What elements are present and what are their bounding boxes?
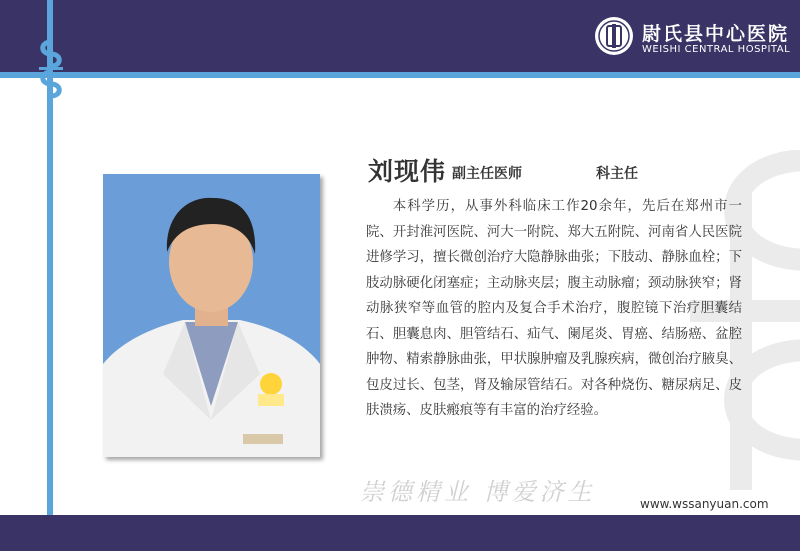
hospital-slogan: 崇德精业 博爱济生 — [360, 478, 596, 506]
website-url: www.wssanyuan.com — [640, 497, 769, 511]
doctor-bio: 本科学历，从事外科临床工作20余年，先后在郑州市一院、开封淮河医院、河大一附院、郑大五附院、河南省人民医院进修学习，擅长微创治疗大隐静脉曲张；下肢动、静脉血栓；下肢动脉硬化闭塞症；主动脉夹层；腹主动脉瘤；颈动脉狭窄；肾动脉狭窄等血管的腔内及复合手术治疗，腹腔镜下治疗胆囊结石、胆囊息肉、胆管结石、疝气、阑尾炎、胃癌、结肠癌、盆腔肿物、精索静脉曲张，甲状腺肿瘤及乳腺疾病，微创治疗腋臭、包皮过长、包茎，肾及输尿管结石。对各种烧伤、糖尿病足、皮肤溃疡、皮肤瘢痕等有丰富的治疗经验。 — [366, 199, 742, 418]
footer-bar — [0, 515, 800, 551]
hospital-name-cn: 尉氏县中心医院 — [642, 23, 790, 45]
emblem-decor-icon — [36, 38, 66, 102]
doctor-title: 副主任医师 — [452, 166, 522, 182]
hospital-name-en: WEISHI CENTRAL HOSPITAL — [642, 44, 791, 55]
doctor-photo — [103, 174, 320, 457]
doctor-position: 科主任 — [596, 166, 638, 182]
hospital-emblem-icon — [594, 16, 634, 56]
doctor-portrait-image — [103, 174, 320, 457]
header-accent-stripe — [0, 72, 800, 78]
doctor-name: 刘现伟 — [368, 157, 447, 186]
